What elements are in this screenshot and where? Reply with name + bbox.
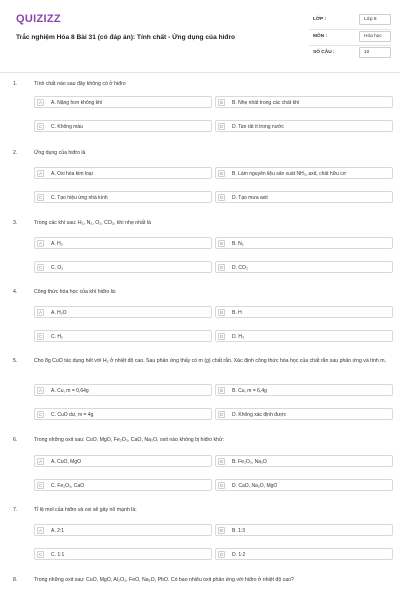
option-a[interactable] [34,237,212,249]
question-text: Ứng dụng của hiđro là [34,150,86,156]
option-b[interactable] [215,96,393,108]
meta-grade [309,14,391,26]
meta-count-value: 10 [359,47,391,58]
option-letter: A [37,99,44,106]
option-d[interactable] [215,261,393,273]
question-number: 2. [13,150,18,156]
option-c[interactable] [34,548,212,560]
option-text: B. Cu, m = 6,4g [232,388,267,394]
worksheet-title: Trắc nghiệm Hóa 8 Bài 31 (có đáp án): Tính chất - Ứng dụng của hiđro [16,34,236,41]
option-a[interactable] [34,306,212,318]
option-b[interactable] [215,167,393,179]
option-text: D. H₃ [232,334,245,340]
option-d[interactable] [215,330,393,342]
option-letter: A [37,309,44,316]
option-letter: C [38,195,43,200]
option-text: B. Nhẹ nhất trong các chất khí [232,100,300,106]
option-letter: D [219,412,224,417]
option-c[interactable] [34,479,212,491]
question-number: 8. [13,577,18,583]
option-a[interactable] [34,384,212,396]
option-a[interactable] [34,455,212,467]
option-d[interactable] [215,408,393,420]
option-text: C. CuO dư, m = 4g [51,412,94,418]
meta-grade-label: LỚP : [313,17,327,22]
meta-count [309,47,391,59]
option-text: C. O₂ [51,265,64,271]
option-letter: B [218,309,225,316]
option-text: C. Fe₂O₃, CaO [51,483,85,489]
option-text: A. Oxi hóa kim loại [51,171,93,177]
option-text: A. H₂O [51,310,67,316]
option-text: A. 2:1 [51,528,65,534]
quizizz-logo: QUIZIZZ [16,13,61,25]
question-number: 6. [13,437,18,443]
meta-subject-value: Hóa học [359,31,391,42]
option-letter: C [38,265,43,270]
worksheet-header [0,0,400,73]
option-text: D. CaO, Na₂O, MgO [232,483,278,489]
option-text: C. 1:1 [51,552,65,558]
question-text: Công thức hóa học của khí hiđro là: [34,289,117,295]
option-d[interactable] [215,191,393,203]
option-text: C. H₂ [51,334,63,340]
meta-count-label: SỐ CÂU : [313,50,335,55]
option-letter: A [37,458,44,465]
option-letter: D [219,124,224,129]
option-letter: A [37,387,44,394]
question-text: Trong các khí sau: H₂, N₂, O₂, CO₂, khí nhẹ nhất là [34,220,151,226]
option-letter: D [219,483,224,488]
option-letter: A [37,527,44,534]
option-d[interactable] [215,479,393,491]
option-a[interactable] [34,167,212,179]
option-c[interactable] [34,261,212,273]
question-number: 7. [13,507,18,513]
option-letter: C [38,483,43,488]
option-letter: B [218,458,225,465]
option-letter: D [219,195,224,200]
option-text: B. H [232,310,242,316]
option-b[interactable] [215,384,393,396]
option-letter: A [37,240,44,247]
option-text: D. Tan rất ít trong nước [232,124,284,130]
option-b[interactable] [215,524,393,536]
option-letter: B [218,527,225,534]
option-letter: D [219,265,224,270]
option-c[interactable] [34,330,212,342]
question-number: 3. [13,220,18,226]
option-a[interactable] [34,96,212,108]
question-text: Trong những oxit sau: CuO, MgO, Al₂O₃, FeO, Na₂O, PbO. Có bao nhiêu oxit phản ứng với hiđro ở nhiệt độ cao? [34,577,294,583]
option-letter: C [38,552,43,557]
option-letter: C [38,334,43,339]
option-letter: A [37,170,44,177]
option-text: A. H₂ [51,241,63,247]
question-number: 5. [13,358,18,364]
option-letter: B [218,387,225,394]
option-text: C. Không màu [51,124,83,130]
question-text: Tính chất nào sau đây không có ở hiđro [34,81,126,87]
option-text: D. Tạo mưa axit [232,195,268,201]
option-letter: C [38,124,43,129]
option-c[interactable] [34,120,212,132]
option-text: D. Không xác định được [232,412,287,418]
question-text: Trong những oxit sau: CuO, MgO, Fe₂O₃, CaO, Na₂O, oxit nào không bị hiđro khử: [34,437,224,443]
option-b[interactable] [215,306,393,318]
option-letter: D [219,334,224,339]
option-text: B. Fe₂O₃, Na₂O [232,459,267,465]
option-b[interactable] [215,237,393,249]
option-b[interactable] [215,455,393,467]
option-letter: B [218,170,225,177]
option-text: B. Làm nguyên liệu sản xuất NH₃, axit, chất hữu cơ [232,171,346,177]
meta-subject-label: MÔN : [313,34,328,39]
option-text: B. N₂ [232,241,244,247]
question-text: Cho 8g CuO tác dụng hết với H₂ ở nhiệt độ cao. Sau phản ứng thấy có m (g) chất rắn. Xác định công thức hóa học của chất rắn sau phản ứng và tính m. [34,358,387,364]
option-text: D. CO₂ [232,265,248,271]
option-text: B. 1:3 [232,528,246,534]
option-text: A. CuO, MgO [51,459,82,465]
option-d[interactable] [215,120,393,132]
option-c[interactable] [34,191,212,203]
option-text: C. Tạo hiệu ứng nhà kính [51,195,108,201]
question-number: 4. [13,289,18,295]
option-letter: D [219,552,224,557]
option-text: A. Cu, m = 0,64g [51,388,89,394]
meta-grade-value: Lớp 8 [359,14,391,25]
option-c[interactable] [34,408,212,420]
option-letter: B [218,240,225,247]
option-a[interactable] [34,524,212,536]
question-text: Tỉ lệ mol của hiđro và oxi sẽ gây nổ mạnh là: [34,507,137,513]
option-text: A. Nặng hơn không khí [51,100,103,106]
option-text: D. 1:2 [232,552,246,558]
meta-divider [309,45,391,46]
option-letter: C [38,412,43,417]
meta-subject [309,31,391,43]
question-number: 1. [13,81,18,87]
meta-divider [309,29,391,30]
option-d[interactable] [215,548,393,560]
option-letter: B [218,99,225,106]
